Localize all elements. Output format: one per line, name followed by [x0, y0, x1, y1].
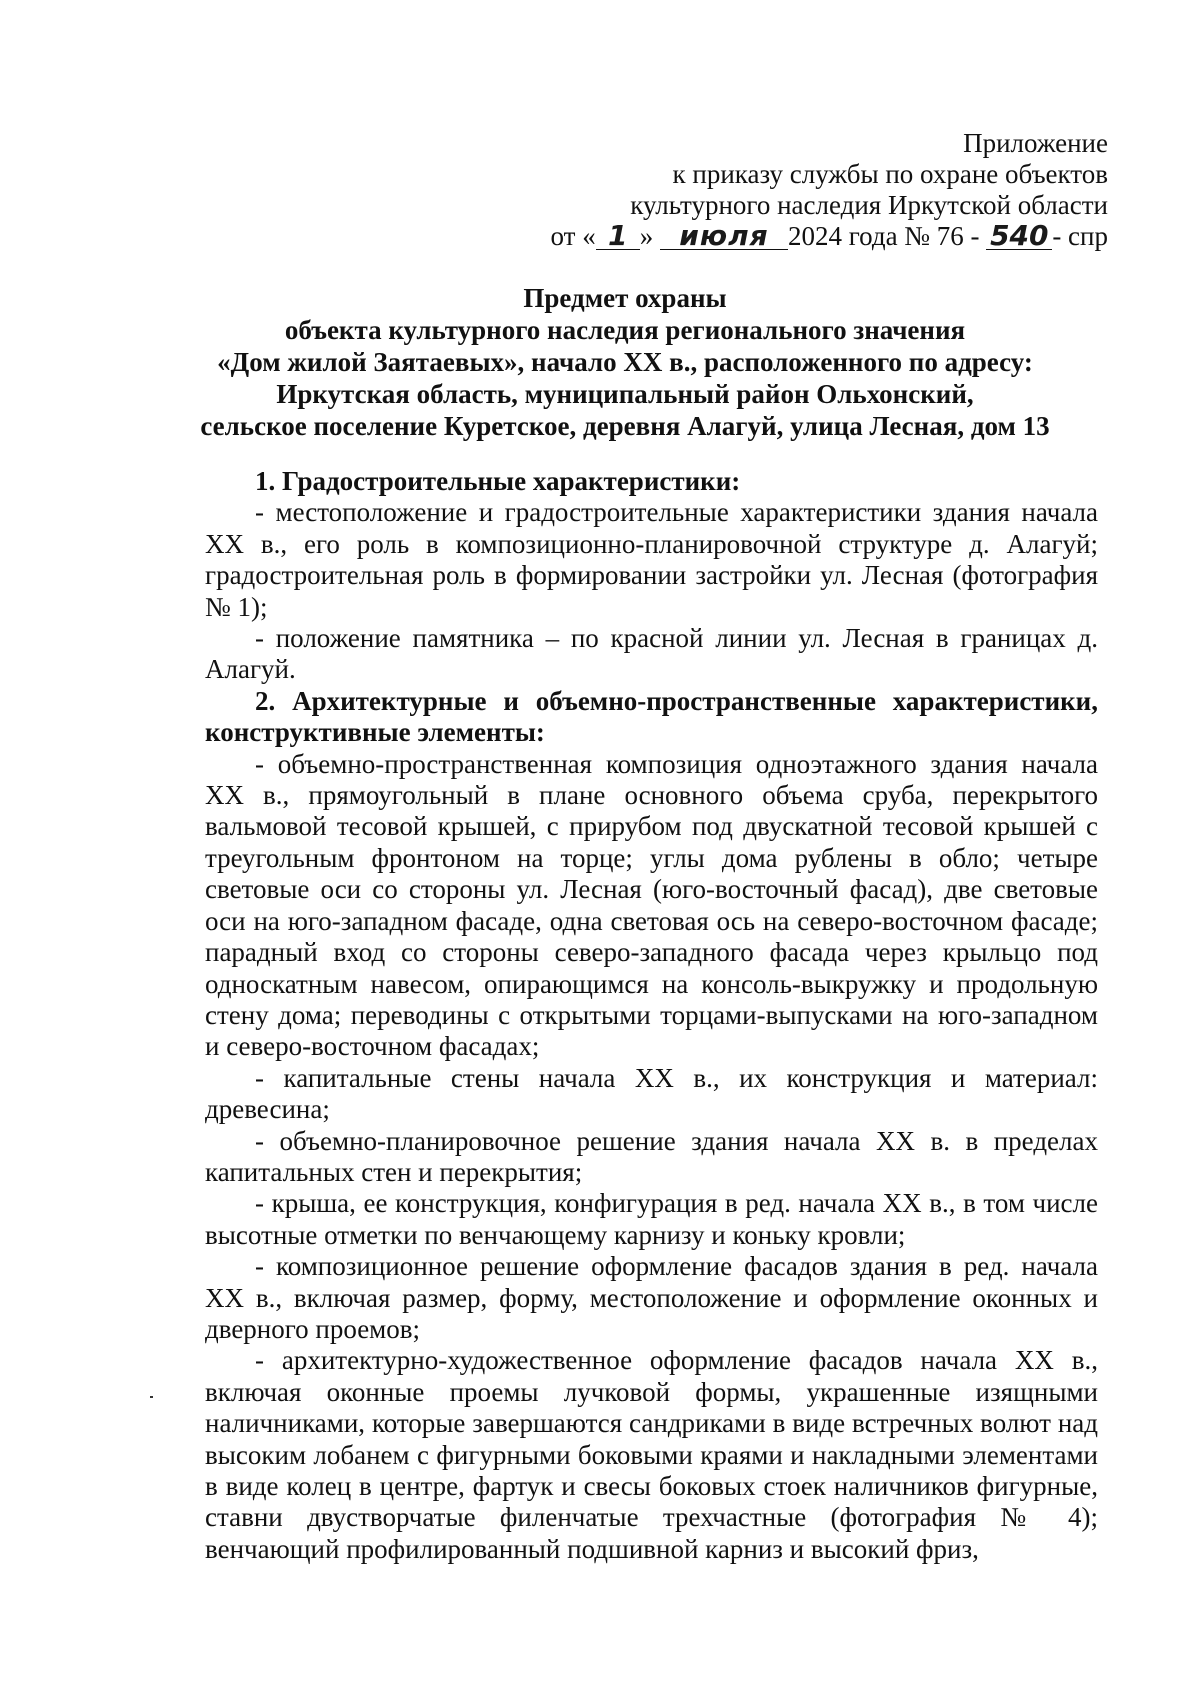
appendix-header	[551, 128, 1109, 252]
section-2-heading: 2. Архитектурные и объемно-пространственные характеристики, конструктивные элементы:	[205, 685, 1098, 748]
handwritten-order-number: 540	[986, 223, 1052, 250]
date-prefix: от «	[550, 221, 596, 251]
order-suffix: - спр	[1052, 221, 1108, 251]
handwritten-month: июля	[660, 223, 788, 250]
section-2-paragraph: - композиционное решение оформление фасадов здания в ред. начала XX в., включая размер, форму, местоположение и оформление оконных и дверного проемов;	[205, 1251, 1098, 1344]
document-body	[205, 466, 1098, 1565]
title-line-4: Иркутская область, муниципальный район Ольхонский,	[276, 379, 974, 409]
title-line-5: сельское поселение Куретское, деревня Алагуй, улица Лесная, дом 13	[200, 411, 1050, 441]
section-1-paragraph: - положение памятника – по красной линии ул. Лесная в границах д. Алагуй.	[205, 623, 1098, 685]
title-line-3: «Дом жилой Заятаевых», начало XX в., расположенного по адресу:	[217, 347, 1033, 377]
year-and-number: 2024 года № 76 -	[787, 221, 980, 251]
appendix-date-line	[551, 221, 1109, 252]
section-2-paragraph: - объемно-планировочное решение здания начала XX в. в пределах капитальных стен и перекрытия;	[205, 1125, 1098, 1187]
scan-speck	[150, 1396, 153, 1398]
date-mid: »	[639, 221, 654, 251]
section-2-paragraph: - объемно-пространственная композиция одноэтажного здания начала XX в., прямоугольный в плане основного объема сруба, перекрытого вальмовой тесовой крышей, с прирубом под двускатной тесовой крышей с треугольным фронтоном на торце; углы дома рублены в обло; четыре световые оси со стороны ул. Лесная (юго-восточный фасад), две световые оси на юго-западном фасаде, одна световая ось на северо-восточном фасаде; парадный вход со стороны северо-западного фасада через крыльцо под односкатным навесом, опирающимся на консоль-выкружку и продольную стену дома; переводины с открытыми торцами-выпусками на юго-западном и северо-восточном фасадах;	[205, 748, 1098, 1062]
document-title	[150, 282, 1100, 442]
handwritten-day: 1	[596, 223, 640, 250]
title-line-1: Предмет охраны	[523, 283, 727, 313]
section-2-paragraph: - капитальные стены начала XX в., их конструкция и материал: древесина;	[205, 1062, 1098, 1125]
title-line-2: объекта культурного наследия регионального значения	[284, 315, 966, 345]
appendix-label: Приложение	[963, 128, 1108, 158]
appendix-order-ref: к приказу службы по охране объектов	[672, 159, 1108, 189]
section-1-paragraph: - местоположение и градостроительные характеристики здания начала XX в., его роль в композиционно-планировочной структуре д. Алагуй; градостроительная роль в формировании застройки ул. Лесная (фотография № 1);	[205, 497, 1098, 622]
section-2-paragraph: - крыша, ее конструкция, конфигурация в ред. начала XX в., в том числе высотные отметки по венчающему карнизу и коньку кровли;	[205, 1188, 1098, 1250]
section-1-heading: 1. Градостроительные характеристики:	[255, 466, 741, 496]
appendix-agency: культурного наследия Иркутской области	[630, 190, 1108, 220]
section-2-paragraph: - архитектурно-художественное оформление фасадов начала XX в., включая оконные проемы лучковой формы, украшенные изящными наличниками, которые завершаются сандриками в виде встречных волют над высоким лобанем с фигурными боковыми краями и накладными элементами в виде колец в центре, фартук и свесы боковых стоек наличников фигурные, ставни двустворчатые филенчатые трехчастные (фотография № 4); венчающий профилированный подшивной карниз и высокий фриз,	[205, 1345, 1098, 1564]
